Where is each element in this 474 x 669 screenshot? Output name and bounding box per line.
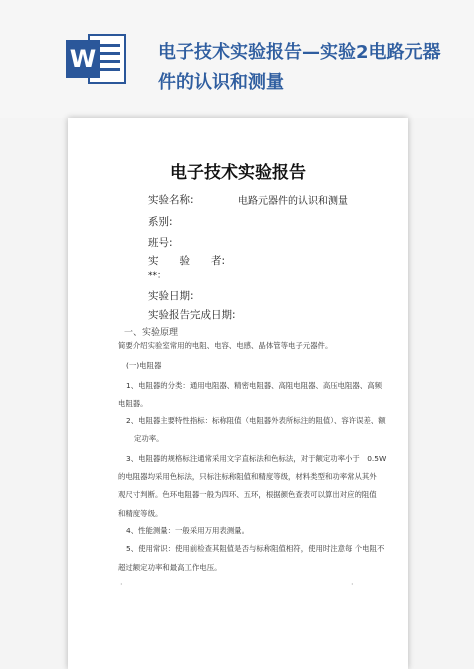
- exp-name-value: 电路元器件的认识和测量: [238, 196, 348, 207]
- person-label: 实 验 者:: [148, 255, 226, 267]
- page-mark: ·: [120, 580, 123, 589]
- dept-label: 系别:: [148, 216, 173, 228]
- body-line: 定功率。: [134, 434, 164, 443]
- body-line: 1、电阻器的分类：通用电阻器、精密电阻器、高阻电阻器、高压电阻器、高频: [126, 381, 382, 390]
- body-line: 的电阻器均采用色标法，只标注标称阻值和精度等级，材料类型和功率常从其外: [118, 472, 377, 481]
- subsection-heading: (一)电阻器: [126, 361, 162, 370]
- exp-name-label: 实验名称:: [148, 194, 194, 206]
- document-page: [68, 118, 408, 669]
- report-date-label: 实验报告完成日期:: [148, 309, 236, 321]
- body-line: 3、电阻器的规格标注通常采用文字直标法和色标法，对于额定功率小于 0.5W: [126, 454, 387, 463]
- body-line: 5、使用常识：使用前检查其阻值是否与标称阻值相符，使用时注意每 个电阻不: [126, 544, 385, 553]
- header-banner: [0, 0, 474, 118]
- page-title: 电子技术实验报告—实验2电路元器件的认识和测量: [158, 42, 441, 93]
- page-mark: ·: [351, 580, 354, 589]
- intro-text: 简要介绍实验室常用的电阻、电容、电感、晶体管等电子元器件。: [118, 341, 333, 350]
- body-line: 电阻器。: [118, 399, 148, 408]
- stars-label: **：: [148, 271, 167, 281]
- body-line: 观尺寸判断。色环电阻器一般为四环、五环，根据颜色查表可以算出对应的阻值: [118, 490, 377, 499]
- body-line: 超过额定功率和最高工作电压。: [118, 563, 222, 572]
- body-line: 4、性能测量：一般采用万用表测量。: [126, 526, 249, 535]
- word-icon: W: [66, 30, 130, 88]
- body-line: 和精度等级。: [118, 509, 163, 518]
- document-title: 电子技术实验报告: [170, 163, 306, 183]
- class-label: 班号:: [148, 237, 173, 249]
- date-label: 实验日期:: [148, 290, 194, 302]
- body-line: 2、电阻器主要特性指标：标称阻值（电阻器外表所标注的阻值）、容许误差、额: [126, 416, 386, 425]
- section-heading: 一、实验原理: [124, 328, 179, 338]
